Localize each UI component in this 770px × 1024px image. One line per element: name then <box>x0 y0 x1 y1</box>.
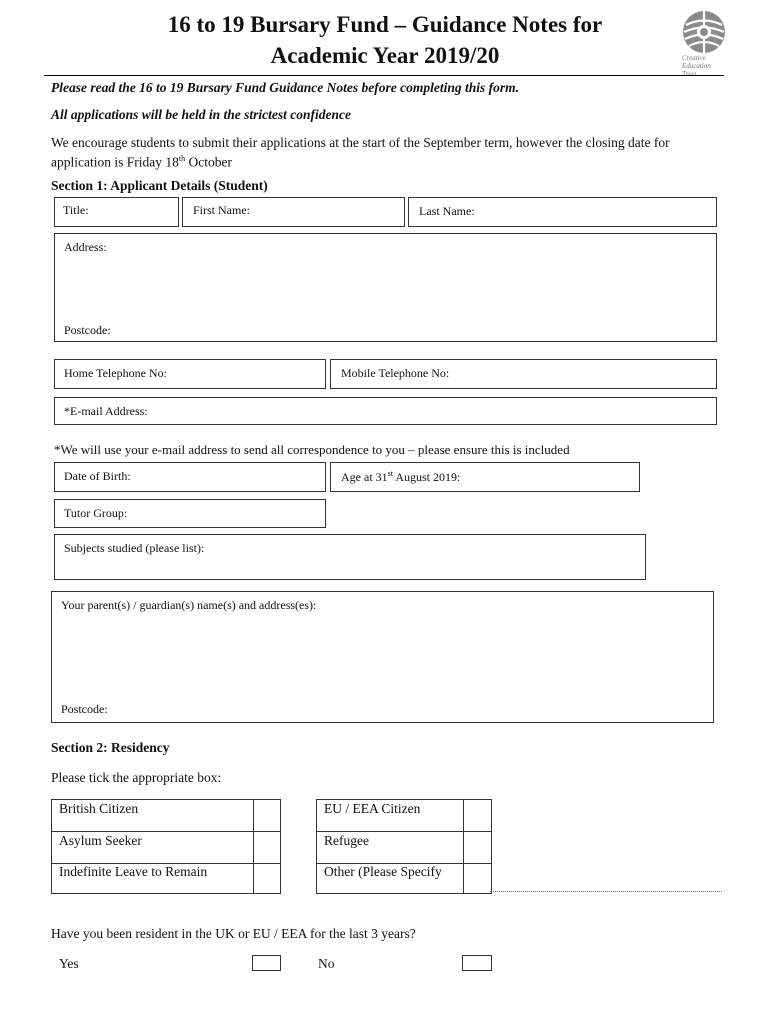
home-telephone-field[interactable] <box>54 359 326 389</box>
no-tick-box[interactable] <box>462 955 492 971</box>
email-label: *E-mail Address: <box>64 404 148 418</box>
read-notes-instruction: Please read the 16 to 19 Bursary Fund Guidance Notes before completing this form. <box>51 80 520 95</box>
logo-emblem-icon <box>682 10 726 54</box>
age-field[interactable] <box>330 462 640 492</box>
residency-option-eu-eea-citizen: EU / EEA Citizen <box>316 799 464 832</box>
first-name-field[interactable] <box>182 197 405 227</box>
creative-education-trust-logo <box>682 10 734 76</box>
residency-option-british-citizen: British Citizen <box>51 799 254 832</box>
tick-box-eu-eea-citizen[interactable] <box>463 799 492 832</box>
mobile-telephone-label: Mobile Telephone No: <box>341 366 450 380</box>
residency-option-refugee: Refugee <box>316 831 464 864</box>
age-label: Age at 31st August 2019: <box>341 469 461 484</box>
tick-box-indefinite-leave[interactable] <box>253 863 281 894</box>
page-title <box>120 9 650 71</box>
no-label: No <box>318 956 335 971</box>
tutor-group-field[interactable] <box>54 499 326 528</box>
section-2-heading: Section 2: Residency <box>51 740 170 755</box>
residency-option-other: Other (Please Specify <box>316 863 464 894</box>
subjects-label: Subjects studied (please list): <box>64 541 205 555</box>
title-line-2: Academic Year 2019/20 <box>270 43 500 68</box>
title-label: Title: <box>63 203 89 217</box>
yes-label: Yes <box>59 956 79 971</box>
closing-date-paragraph: We encourage students to submit their applications at the start of the September term, however the closing date for application is Friday 18th October <box>51 135 670 170</box>
email-note: *We will use your e-mail address to send all correspondence to you – please ensure this is included <box>54 442 570 457</box>
title-line-1: 16 to 19 Bursary Fund – Guidance Notes for <box>167 12 603 37</box>
parent-guardian-field[interactable] <box>51 591 714 723</box>
resident-question: Have you been resident in the UK or EU / EEA for the last 3 years? <box>51 926 416 941</box>
address-field[interactable] <box>54 233 717 342</box>
date-of-birth-label: Date of Birth: <box>64 469 131 483</box>
tutor-group-label: Tutor Group: <box>64 506 128 520</box>
confidentiality-note: All applications will be held in the strictest confidence <box>51 107 351 122</box>
section-1-heading: Section 1: Applicant Details (Student) <box>51 178 268 193</box>
first-name-label: First Name: <box>193 203 250 217</box>
tick-box-refugee[interactable] <box>463 831 492 864</box>
home-telephone-label: Home Telephone No: <box>64 366 167 380</box>
last-name-field[interactable] <box>408 197 717 227</box>
date-of-birth-field[interactable] <box>54 462 326 492</box>
mobile-telephone-field[interactable] <box>330 359 717 389</box>
parent-postcode-label: Postcode: <box>61 702 108 716</box>
residency-option-asylum-seeker: Asylum Seeker <box>51 831 254 864</box>
tick-instruction: Please tick the appropriate box: <box>51 770 222 785</box>
yes-tick-box[interactable] <box>252 955 281 971</box>
tick-box-other[interactable] <box>463 863 492 894</box>
subjects-field[interactable] <box>54 534 646 580</box>
other-specify-line[interactable] <box>490 891 722 892</box>
last-name-label: Last Name: <box>419 204 475 218</box>
header-divider <box>44 75 724 76</box>
postcode-label: Postcode: <box>64 323 111 337</box>
email-field[interactable] <box>54 397 717 425</box>
tick-box-british-citizen[interactable] <box>253 799 281 832</box>
title-field[interactable] <box>54 197 179 227</box>
parent-guardian-label: Your parent(s) / guardian(s) name(s) and address(es): <box>61 598 317 612</box>
tick-box-asylum-seeker[interactable] <box>253 831 281 864</box>
address-label: Address: <box>64 240 107 254</box>
logo-text: Creative Education Trust <box>682 54 711 78</box>
residency-option-indefinite-leave: Indefinite Leave to Remain <box>51 863 254 894</box>
